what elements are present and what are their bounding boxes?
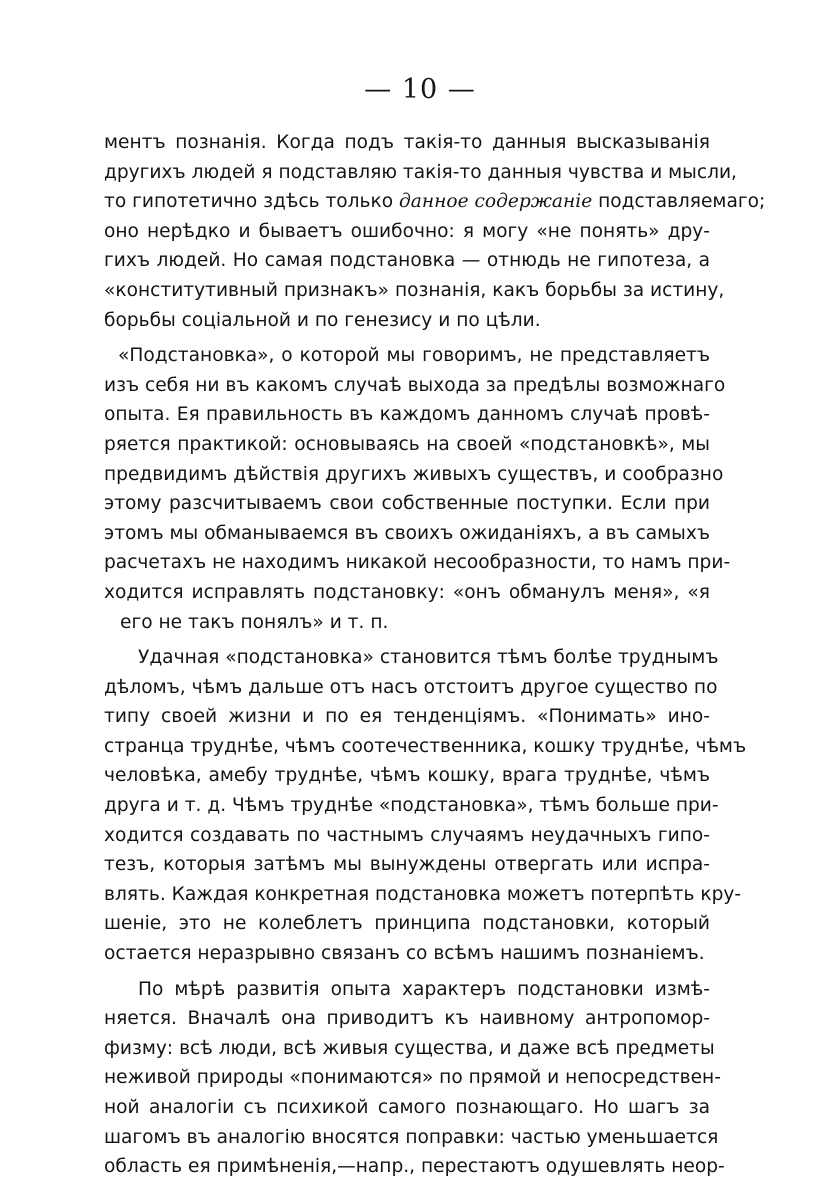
text-line: ной аналогіи съ психикой самого познающаго. Но шагъ за (104, 1097, 710, 1118)
text-line: дѣломъ, чѣмъ дальше отъ насъ отстоитъ другое существо по (104, 676, 718, 698)
paragraph (104, 128, 766, 335)
text-line: типу своей жизни и по ея тенденціямъ. «Понимать» ино- (104, 706, 710, 728)
text-line: ментъ познанія. Когда подъ такія-то данныя высказыванія (104, 132, 710, 153)
text-line: изъ себя ни въ какомъ случаѣ выхода за предѣлы возможнаго (104, 374, 726, 396)
text-line: неживой природы «понимаются» по прямой и непосредствен- (104, 1067, 721, 1089)
text-line: этомъ мы обманываемся въ своихъ ожиданіяхъ, а въ самыхъ (104, 522, 710, 544)
emphasized-phrase: данное содержаніе (399, 191, 593, 213)
text-line: область ея примѣненія,—напр., перестаютъ одушевлять неор- (104, 1156, 725, 1178)
text-line: ходится создавать по частнымъ случаямъ неудачныхъ гипо- (104, 824, 710, 846)
text-line: няется. Вначалѣ она приводитъ къ наивному антропомор- (104, 1008, 710, 1030)
text-line: предвидимъ дѣйствія другихъ живыхъ существъ, и сообразно (104, 463, 724, 485)
text-line: остается неразрывно связанъ со всѣмъ нашимъ познаніемъ. (104, 943, 705, 965)
text-line: ходится исправлять подстановку: «онъ обманулъ меня», «я (104, 581, 710, 603)
text-line: то гипотетично здѣсь только данное содержаніе подставляемаго; (104, 191, 766, 213)
text-line: «конститутивный признакъ» познанія, какъ борьбы за истину, (104, 279, 725, 301)
text-line: странца труднѣе, чѣмъ соотечественника, кошку труднѣе, чѣмъ (104, 735, 747, 757)
body-text (104, 128, 766, 1188)
paragraph (104, 643, 747, 969)
text-line: другихъ людей я подставляю такія-то данныя чувства и мысли, (104, 161, 737, 183)
text-line: друга и т. д. Чѣмъ труднѣе «подстановка», тѣмъ больше при- (104, 795, 719, 817)
text-line: влять. Каждая конкретная подстановка можетъ потерпѣть кру- (104, 883, 742, 905)
text-line: его не такъ понялъ» и т. п. (120, 611, 389, 633)
text-line: «Подстановка», о которой мы говоримъ, не представляетъ (118, 345, 710, 367)
text-line: гихъ людей. Но самая подстановка — отнюдь не гипотеза, а (104, 250, 710, 272)
text-line: Удачная «подстановка» становится тѣмъ болѣе труднымъ (138, 647, 719, 669)
text-line: человѣка, амебу труднѣе, чѣмъ кошку, врага труднѣе, чѣмъ (104, 765, 710, 787)
text-line: расчетахъ не находимъ никакой несообразности, то намъ при- (104, 552, 731, 574)
text-line: физму: всѣ люди, всѣ живыя существа, и даже всѣ предметы (104, 1037, 715, 1059)
text-line: опыта. Ея правильность въ каждомъ данномъ случаѣ провѣ- (104, 404, 710, 426)
text-line: оно нерѣдко и бываетъ ошибочно: я могу «не понять» дру- (104, 220, 710, 242)
paragraph (104, 975, 725, 1182)
text-line: шеніе, это не колеблетъ принципа подстановки, который (104, 913, 710, 935)
text-line: тезъ, которыя затѣмъ мы вынуждены отвергать или испра- (104, 854, 710, 876)
text-line: По мѣрѣ развитія опыта характеръ подстановки измѣ- (138, 978, 710, 1000)
paragraph (104, 341, 731, 637)
text-line: ряется практикой: основываясь на своей «подстановкѣ», мы (104, 433, 710, 455)
page-number: — 10 — (364, 74, 476, 105)
text-line: шагомъ въ аналогію вносятся поправки: частью уменьшается (104, 1126, 719, 1148)
text-line: этому разсчитываемъ свои собственные поступки. Если при (104, 493, 710, 515)
text-line: борьбы соціальной и по генезису и по цѣли. (104, 309, 541, 331)
